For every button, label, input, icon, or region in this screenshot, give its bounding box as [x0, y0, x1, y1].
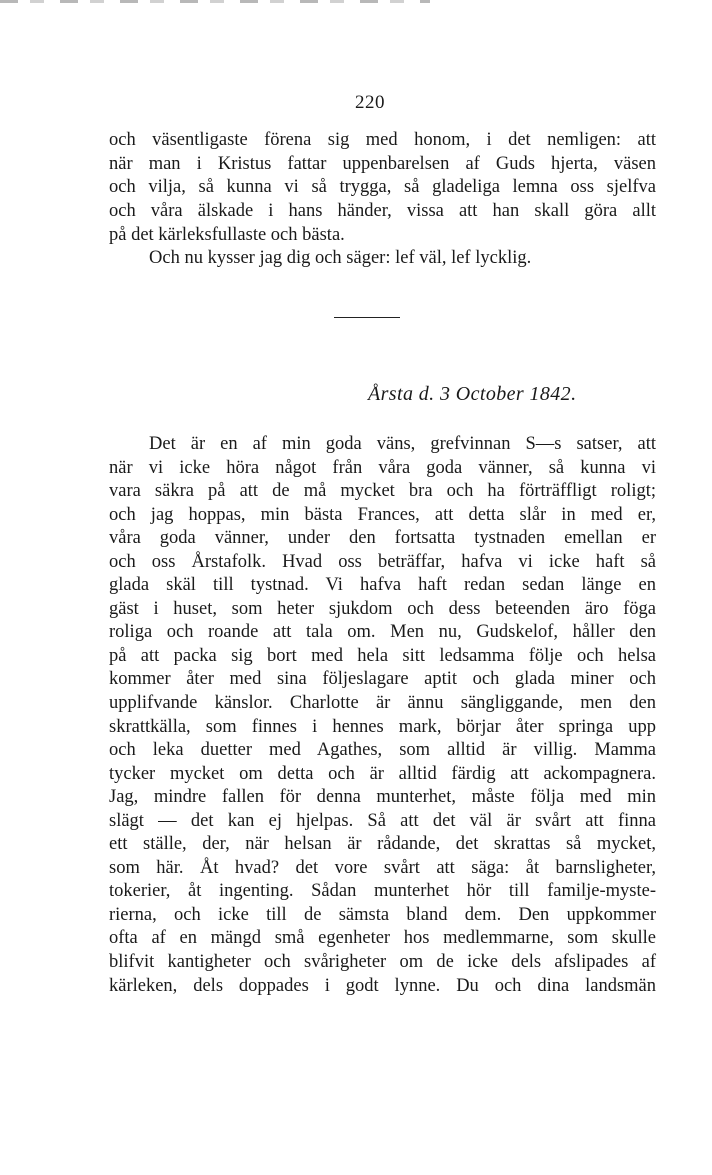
text-line: Jag, mindre fallen för denna munterhet, måste följa med min [109, 787, 656, 808]
scan-edge-artifact [0, 0, 430, 3]
letter-body-paragraph [109, 433, 656, 998]
text-line: Det är en af min goda väns, grefvinnan S—s satser, att [149, 434, 656, 454]
text-line: skrattkälla, som finnes i hennes mark, börjar åter springa upp [109, 716, 656, 737]
text-line: upplifvande känslor. Charlotte är ännu sängliggande, men den [109, 693, 656, 714]
section-divider [334, 317, 400, 318]
text-line: roliga och roande att tala om. Men nu, Gudskelof, håller den [109, 622, 656, 643]
text-line: och oss Årstafolk. Hvad oss beträffar, hafva vi icke haft så [109, 551, 656, 572]
text-line: på det kärleksfullaste och bästa. [109, 224, 345, 245]
text-line: slägt — det kan ej hjelpas. Så att det väl är svårt att finna [109, 810, 656, 831]
text-line: tokerier, åt ingenting. Sådan munterhet hör till familje-myste- [109, 881, 656, 902]
page-number: 220 [355, 92, 385, 113]
text-line: ett ställe, der, när helsan är rådande, det skrattas så mycket, [109, 834, 656, 855]
text-line: och jag hoppas, min bästa Frances, att detta slår in med er, [109, 504, 656, 525]
text-line: ofta af en mängd små egenheter hos medlemmarne, som skulle [109, 928, 656, 949]
text-line: våra goda vänner, under den fortsatta tystnaden emellan er [109, 528, 656, 549]
text-line: tycker mycket om detta och är alltid färdig att ackompagnera. [109, 763, 656, 784]
letter-closing-paragraph [109, 129, 656, 271]
text-line: och väsentligaste förena sig med honom, i det nemligen: att [109, 130, 656, 150]
text-line: Och nu kysser jag dig och säger: lef väl, lef lycklig. [149, 248, 532, 269]
text-line: på att packa sig bort med hela sitt ledsamma följe och helsa [109, 645, 656, 666]
text-line: kommer åter med sina följeslagare aptit och glada miner och [109, 669, 656, 690]
text-line: vara säkra på att de må mycket bra och ha förträffligt roligt; [109, 481, 656, 502]
text-line: kärleken, dels doppades i godt lynne. Du och dina landsmän [109, 975, 656, 996]
text-line: och leka duetter med Agathes, som alltid är villig. Mamma [109, 740, 656, 761]
text-line: gäst i huset, som heter sjukdom och dess beteenden äro föga [109, 598, 656, 619]
text-line: glada skäl till tystnad. Vi hafva haft redan sedan länge en [109, 575, 656, 596]
text-line: när man i Kristus fattar uppenbarelsen af Guds hjerta, väsen [109, 153, 656, 174]
text-line: när vi icke höra något från våra goda vänner, så kunna vi [109, 457, 656, 478]
text-line: och våra älskade i hans händer, vissa att han skall göra allt [109, 201, 656, 222]
text-line: som här. Åt hvad? det vore svårt att säga: åt barnsligheter, [109, 857, 656, 878]
text-line: rierna, och icke till de sämsta bland dem. Den uppkommer [109, 904, 656, 925]
text-line: blifvit kantigheter och svårigheter om de icke dels afslipades af [109, 952, 656, 973]
letter-dateline: Årsta d. 3 October 1842. [368, 383, 577, 405]
text-line: och vilja, så kunna vi så trygga, så gladeliga lemna oss sjelfva [109, 177, 656, 198]
